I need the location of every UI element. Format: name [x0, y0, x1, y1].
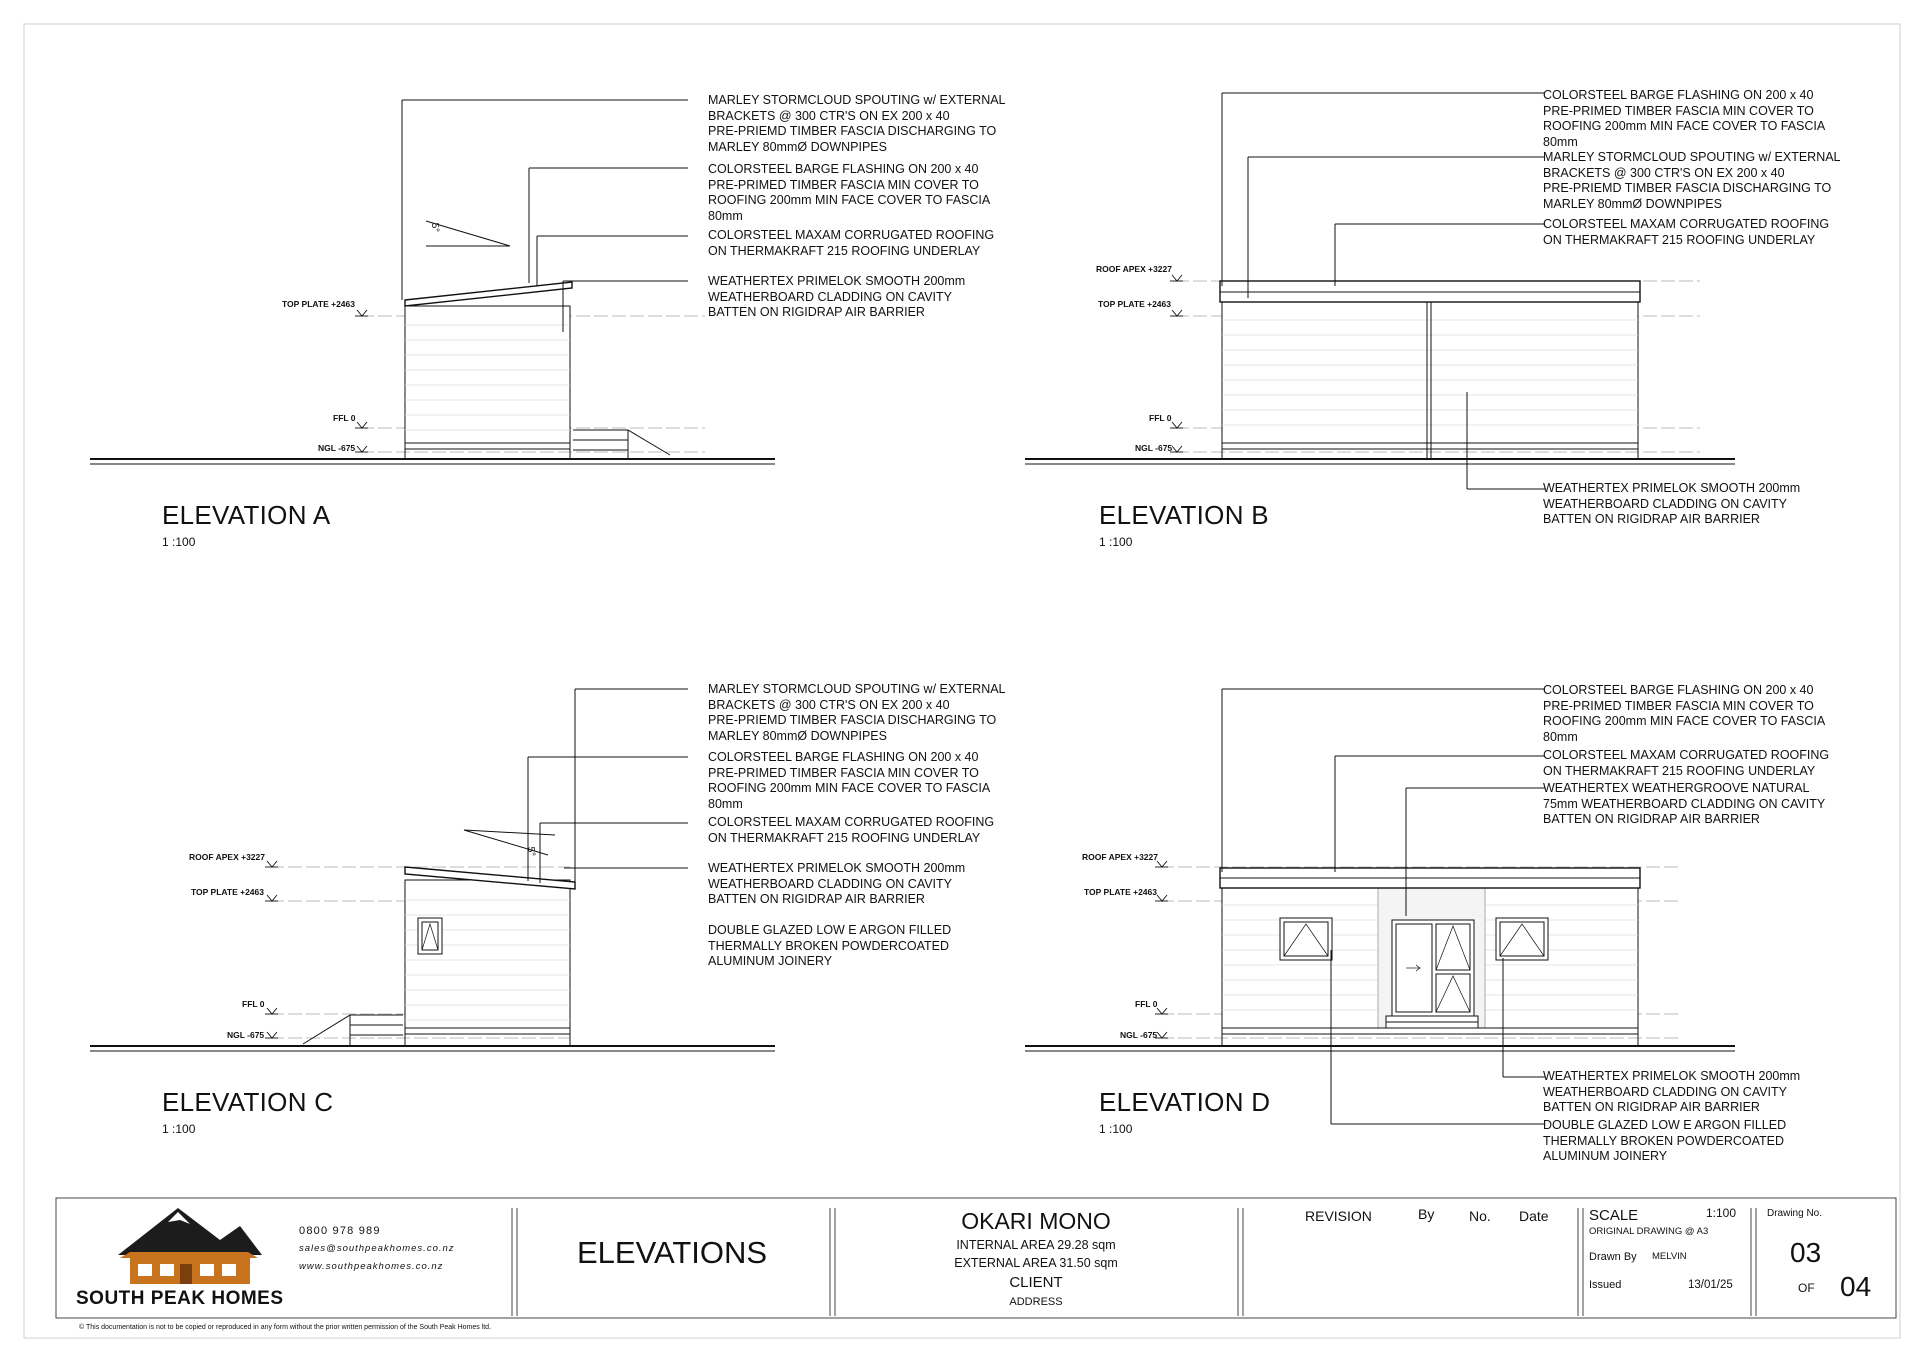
internal-area: INTERNAL AREA 29.28 sqm [956, 1238, 1116, 1252]
note-cladding-d: WEATHERTEX PRIMELOK SMOOTH 200mm WEATHERBOARD CLADDING ON CAVITY BATTEN ON RIGIDRAP AIR BARRIER [1543, 1069, 1801, 1114]
revision-no-header: No. [1469, 1208, 1491, 1224]
note-cladding-b: WEATHERTEX PRIMELOK SMOOTH 200mm WEATHERBOARD CLADDING ON CAVITY BATTEN ON RIGIDRAP AIR BARRIER [1543, 481, 1801, 526]
note-roofing-a: COLORSTEEL MAXAM CORRUGATED ROOFING ON THERMAKRAFT 215 ROOFING UNDERLAY [708, 228, 995, 258]
note-joinery-d: DOUBLE GLAZED LOW E ARGON FILLED THERMALLY BROKEN POWDERCOATED ALUMINUM JOINERY [1543, 1118, 1787, 1163]
issued-label: Issued [1589, 1279, 1622, 1291]
elevation-a-title: ELEVATION A [162, 500, 331, 530]
revision-date-header: Date [1519, 1208, 1549, 1224]
drawing-number: 03 [1790, 1237, 1822, 1268]
level-ngl-b: NGL -675 [1135, 443, 1173, 453]
elevation-c-title: ELEVATION C [162, 1087, 334, 1117]
copyright-notice: © This documentation is not to be copied or reproduced in any form without the prior written permission of the South Peak Homes ltd. [79, 1324, 492, 1331]
level-ffl-a: FFL 0 [333, 413, 356, 423]
level-roof-apex-b: ROOF APEX +3227 [1096, 264, 1172, 274]
scale-label: SCALE [1589, 1207, 1639, 1224]
project-name: OKARI MONO [961, 1208, 1111, 1234]
scale-value: 1:100 [1706, 1206, 1737, 1220]
client-label: CLIENT [1009, 1274, 1063, 1291]
note-weathergroove-d: WEATHERTEX WEATHERGROOVE NATURAL 75mm WEATHERBOARD CLADDING ON CAVITY BATTEN ON RIGIDRAP AIR BARRIER [1543, 781, 1826, 826]
company-logo-icon [118, 1208, 262, 1284]
issued-date: 13/01/25 [1688, 1279, 1733, 1291]
external-area: EXTERNAL AREA 31.50 sqm [954, 1256, 1118, 1270]
elevation-d-title: ELEVATION D [1099, 1087, 1271, 1117]
level-ffl-c: FFL 0 [242, 999, 265, 1009]
elevation-c-scale: 1 :100 [162, 1122, 196, 1136]
elevation-c-drawing [90, 689, 775, 1051]
note-cladding-a: WEATHERTEX PRIMELOK SMOOTH 200mm WEATHERBOARD CLADDING ON CAVITY BATTEN ON RIGIDRAP AIR BARRIER [708, 274, 966, 319]
original-drawing-size: ORIGINAL DRAWING @ A3 [1589, 1226, 1709, 1237]
revision-header: REVISION [1305, 1208, 1372, 1224]
drawing-total: 04 [1840, 1271, 1872, 1302]
drawn-by-label: Drawn By [1589, 1251, 1637, 1263]
level-top-plate-d: TOP PLATE +2463 [1084, 887, 1157, 897]
company-email: sales@southpeakhomes.co.nz [299, 1243, 455, 1254]
revision-by-header: By [1418, 1206, 1435, 1222]
note-roofing-d: COLORSTEEL MAXAM CORRUGATED ROOFING ON THERMAKRAFT 215 ROOFING UNDERLAY [1543, 748, 1830, 778]
note-barge-c: COLORSTEEL BARGE FLASHING ON 200 x 40 PRE-PRIMED TIMBER FASCIA MIN COVER TO ROOFING 200mm MIN FACE COVER TO FASCIA 80mm [708, 750, 991, 811]
of-label: OF [1798, 1281, 1815, 1295]
drawn-by-value: MELVIN [1652, 1251, 1687, 1262]
sheet-title: ELEVATIONS [577, 1235, 768, 1270]
level-ffl-d: FFL 0 [1135, 999, 1158, 1009]
drawing-no-label: Drawing No. [1767, 1208, 1823, 1219]
level-top-plate-b: TOP PLATE +2463 [1098, 299, 1171, 309]
note-spouting-a: MARLEY STORMCLOUD SPOUTING w/ EXTERNAL BRACKETS @ 300 CTR'S ON EX 200 x 40 PRE-PRIEMD TIMBER FASCIA DISCHARGING TO MARLEY 80mmØ DOWNPIPES [708, 93, 1006, 154]
note-roofing-c: COLORSTEEL MAXAM CORRUGATED ROOFING ON THERMAKRAFT 215 ROOFING UNDERLAY [708, 815, 995, 845]
elevation-b-title: ELEVATION B [1099, 500, 1269, 530]
level-roof-apex-c: ROOF APEX +3227 [189, 852, 265, 862]
elevation-d-scale: 1 :100 [1099, 1122, 1133, 1136]
note-barge-a: COLORSTEEL BARGE FLASHING ON 200 x 40 PRE-PRIMED TIMBER FASCIA MIN COVER TO ROOFING 200mm MIN FACE COVER TO FASCIA 80mm [708, 162, 991, 223]
roof-pitch-label-a: 5° [428, 222, 441, 233]
level-ngl-d: NGL -675 [1120, 1030, 1158, 1040]
level-ngl-a: NGL -675 [318, 443, 356, 453]
elevation-b-scale: 1 :100 [1099, 535, 1133, 549]
roof-pitch-label-c: 5° [524, 846, 537, 857]
address-label: ADDRESS [1009, 1296, 1063, 1308]
level-top-plate-c: TOP PLATE +2463 [191, 887, 264, 897]
company-name: SOUTH PEAK HOMES [76, 1288, 284, 1309]
elevation-a-drawing [90, 100, 775, 464]
note-spouting-b: MARLEY STORMCLOUD SPOUTING w/ EXTERNAL BRACKETS @ 300 CTR'S ON EX 200 x 40 PRE-PRIEMD TIMBER FASCIA DISCHARGING TO MARLEY 80mmØ DOWNPIPES [1543, 150, 1841, 211]
note-barge-d: COLORSTEEL BARGE FLASHING ON 200 x 40 PRE-PRIMED TIMBER FASCIA MIN COVER TO ROOFING 200mm MIN FACE COVER TO FASCIA 80mm [1543, 683, 1826, 744]
note-spouting-c: MARLEY STORMCLOUD SPOUTING w/ EXTERNAL BRACKETS @ 300 CTR'S ON EX 200 x 40 PRE-PRIEMD TIMBER FASCIA DISCHARGING TO MARLEY 80mmØ DOWNPIPES [708, 682, 1006, 743]
level-ffl-b: FFL 0 [1149, 413, 1172, 423]
elevation-a-scale: 1 :100 [162, 535, 196, 549]
note-joinery-c: DOUBLE GLAZED LOW E ARGON FILLED THERMALLY BROKEN POWDERCOATED ALUMINUM JOINERY [708, 923, 952, 968]
company-phone: 0800 978 989 [299, 1225, 381, 1237]
note-roofing-b: COLORSTEEL MAXAM CORRUGATED ROOFING ON THERMAKRAFT 215 ROOFING UNDERLAY [1543, 217, 1830, 247]
company-website: www.southpeakhomes.co.nz [299, 1261, 444, 1272]
level-roof-apex-d: ROOF APEX +3227 [1082, 852, 1158, 862]
level-top-plate-a: TOP PLATE +2463 [282, 299, 355, 309]
note-cladding-c: WEATHERTEX PRIMELOK SMOOTH 200mm WEATHERBOARD CLADDING ON CAVITY BATTEN ON RIGIDRAP AIR BARRIER [708, 861, 966, 906]
level-ngl-c: NGL -675 [227, 1030, 265, 1040]
note-barge-b: COLORSTEEL BARGE FLASHING ON 200 x 40 PRE-PRIMED TIMBER FASCIA MIN COVER TO ROOFING 200mm MIN FACE COVER TO FASCIA 80mm [1543, 88, 1826, 149]
